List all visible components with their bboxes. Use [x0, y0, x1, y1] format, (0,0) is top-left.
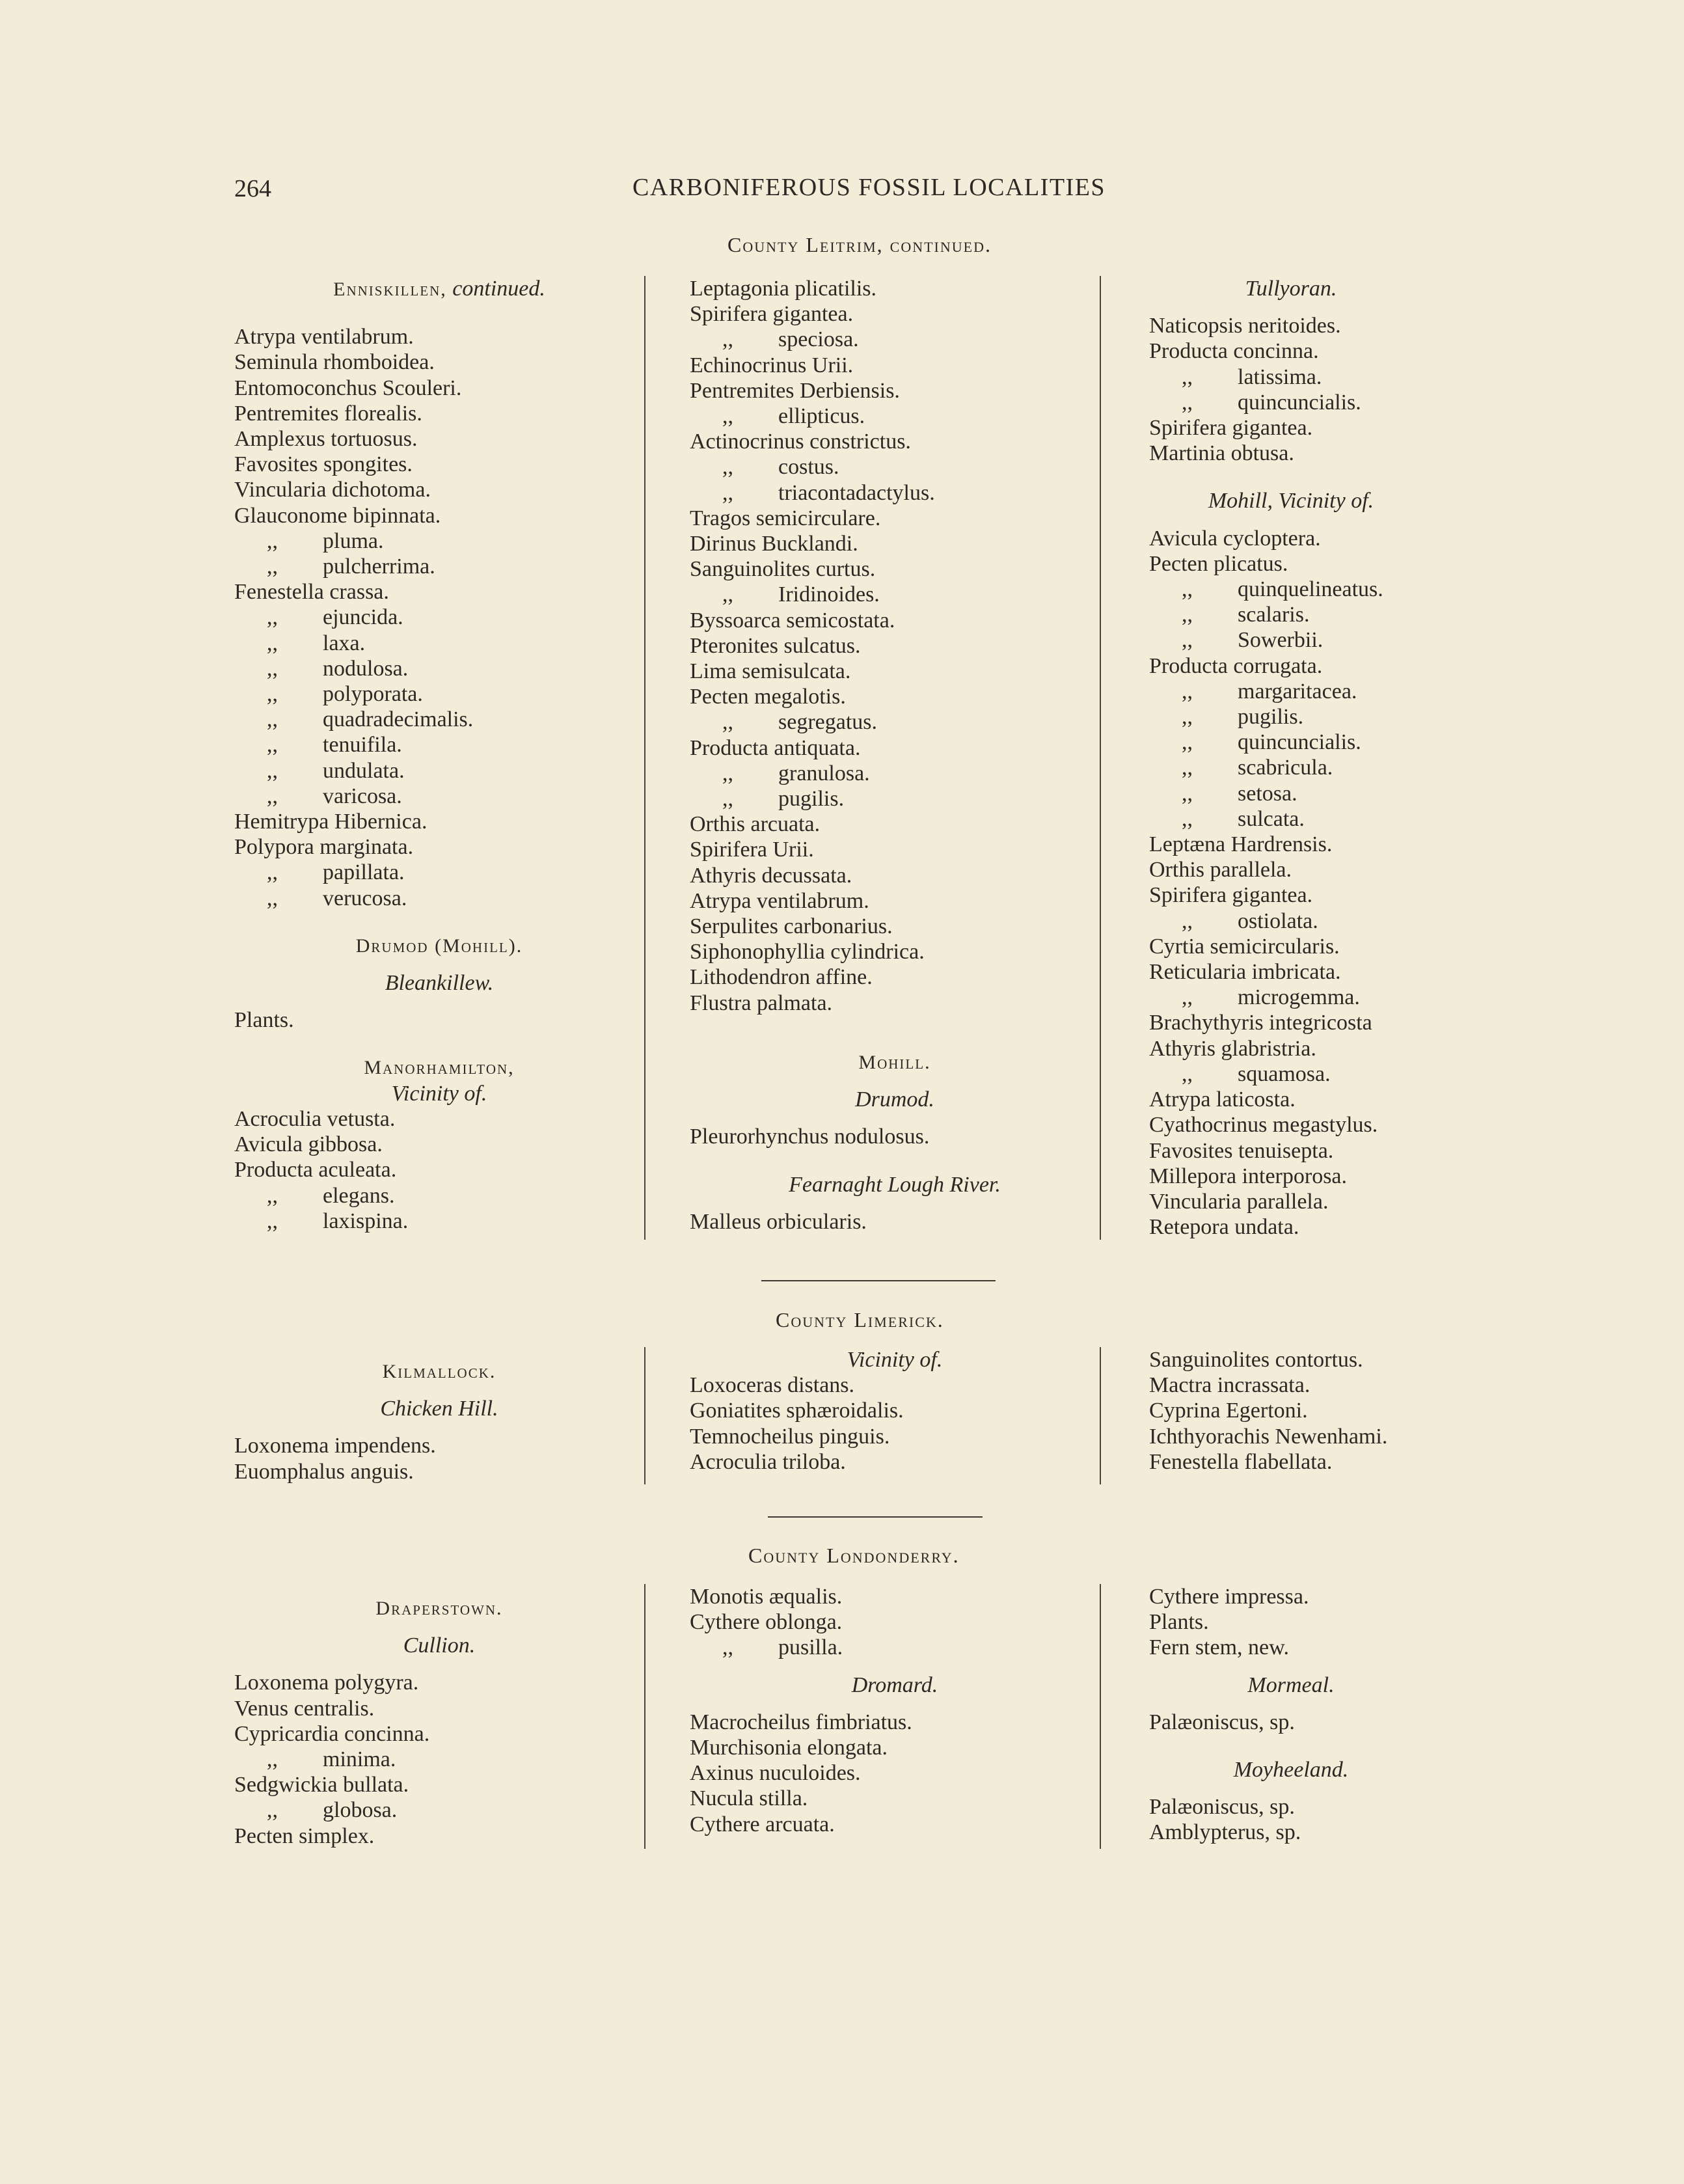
species-entry: Atrypa laticosta. — [1149, 1087, 1296, 1112]
ditto-mark: ,, — [1182, 705, 1193, 730]
ditto-mark: ,, — [722, 710, 733, 735]
species-entry: Entomoconchus Scouleri. — [234, 375, 462, 400]
locality-heading-text: Kilmallock. — [382, 1361, 496, 1382]
locality-heading — [234, 276, 644, 302]
species-name: minima. — [323, 1747, 396, 1772]
ditto-mark: ,, — [267, 733, 278, 758]
species-name: polyporata. — [323, 682, 423, 707]
species-entry: Avicula gibbosa. — [234, 1132, 383, 1157]
species-entry: Monotis æqualis. — [690, 1585, 843, 1609]
species-entry — [690, 582, 1100, 607]
species-entry: Martinia obtusa. — [1149, 441, 1294, 466]
species-entry: Cythere oblonga. — [690, 1610, 843, 1635]
species-entry — [1149, 985, 1433, 1010]
ditto-mark: ,, — [267, 1208, 278, 1233]
species-entry: Pentremites florealis. — [234, 401, 422, 426]
species-entry — [234, 1183, 644, 1208]
species-entry: Axinus nuculoides. — [690, 1761, 861, 1786]
species-entry: Atrypa ventilabrum. — [690, 888, 869, 913]
ditto-mark: ,, — [1182, 628, 1193, 653]
species-entry — [1149, 806, 1433, 832]
species-name: quincuncialis. — [1238, 730, 1361, 755]
species-entry — [1149, 390, 1433, 415]
species-entry: Spirifera gigantea. — [1149, 883, 1313, 908]
species-entry — [690, 1635, 1100, 1660]
species-entry: Ichthyorachis Newenhami. — [1149, 1424, 1388, 1449]
species-name: segregatus. — [778, 710, 878, 735]
running-title: CARBONIFEROUS FOSSIL LOCALITIES — [632, 174, 1106, 201]
sublocality-heading: Drumod. — [855, 1087, 934, 1112]
sublocality-heading: Moyheeland. — [1233, 1758, 1349, 1782]
species-entry — [690, 480, 1100, 506]
species-entry — [1149, 602, 1433, 627]
column-1 — [234, 276, 644, 1240]
species-entry: Producta aculeata. — [234, 1158, 397, 1182]
species-entry: Leptæna Hardrensis. — [1149, 832, 1333, 857]
species-entry — [1149, 908, 1433, 934]
sublocality-heading: Vicinity of. — [847, 1348, 943, 1372]
species-entry: Reticularia imbricata. — [1149, 960, 1341, 985]
ditto-mark: ,, — [267, 886, 278, 910]
ditto-mark: ,, — [267, 1747, 278, 1772]
species-entry: Cyprina Egertoni. — [1149, 1399, 1308, 1423]
column-3 — [1100, 1347, 1433, 1484]
species-entry — [234, 732, 644, 758]
species-name: elegans. — [323, 1183, 395, 1208]
species-entry — [690, 454, 1100, 480]
species-entry: Pecten megalotis. — [690, 685, 846, 709]
county-heading-londonderry: County Londonderry. — [748, 1544, 960, 1567]
ditto-mark: ,, — [267, 860, 278, 885]
ditto-mark: ,, — [267, 758, 278, 783]
spacer — [234, 1347, 644, 1359]
species-entry: Temnocheilus pinguis. — [690, 1424, 890, 1449]
species-entry: Hemitrypa Hibernica. — [234, 810, 428, 834]
species-entry: Byssoarca semicostata. — [690, 608, 895, 633]
ditto-mark: ,, — [1182, 985, 1193, 1010]
species-entry: Millepora interporosa. — [1149, 1164, 1348, 1188]
species-entry: Acroculia vetusta. — [234, 1106, 396, 1131]
species-entry: Venus centralis. — [234, 1696, 375, 1721]
species-name: costus. — [778, 455, 839, 480]
spacer — [690, 1016, 1100, 1050]
section-limerick — [234, 1347, 1433, 1484]
ditto-mark: ,, — [722, 787, 733, 812]
species-entry: Brachythyris integricosta — [1149, 1011, 1372, 1035]
ditto-mark: ,, — [1182, 730, 1193, 755]
locality-heading-text: Enniskillen, — [333, 279, 447, 300]
species-entry: Flustra palmata. — [690, 990, 833, 1015]
species-entry: Palæoniscus, sp. — [1149, 1795, 1295, 1820]
locality-heading-text: Mohill. — [858, 1051, 931, 1073]
species-entry: Echinocrinus Urii. — [690, 353, 854, 377]
species-entry — [234, 554, 644, 579]
species-entry: Cythere arcuata. — [690, 1812, 835, 1836]
species-entry: Actinocrinus constrictus. — [690, 430, 911, 454]
spacer — [1149, 1735, 1433, 1757]
locality-heading-text: Drumod (Mohill). — [355, 935, 523, 957]
species-name: nodulosa. — [323, 656, 409, 681]
ditto-mark: ,, — [267, 784, 278, 808]
ditto-mark: ,, — [267, 1798, 278, 1823]
species-entry: Sanguinolites contortus. — [1149, 1348, 1363, 1372]
species-entry — [1149, 577, 1433, 602]
spacer — [234, 1621, 644, 1633]
county-heading-limerick: County Limerick. — [776, 1308, 944, 1331]
species-name: Sowerbii. — [1238, 628, 1324, 653]
species-name: laxa. — [323, 631, 366, 655]
column-3 — [1100, 1584, 1433, 1849]
species-entry: Sedgwickia bullata. — [234, 1773, 409, 1797]
species-entry: Pecten simplex. — [234, 1823, 375, 1848]
ditto-mark: ,, — [722, 455, 733, 480]
species-entry: Pteronites sulcatus. — [690, 633, 861, 658]
species-name: verucosa. — [323, 886, 407, 910]
species-entry: Naticopsis neritoides. — [1149, 314, 1341, 338]
species-entry — [690, 327, 1100, 352]
species-name: quincuncialis. — [1238, 390, 1361, 415]
species-entry: Serpulites carbonarius. — [690, 914, 893, 939]
spacer — [690, 1075, 1100, 1087]
species-name: scabricula. — [1238, 756, 1333, 780]
species-entry — [690, 403, 1100, 429]
species-entry: Spirifera gigantea. — [1149, 416, 1313, 441]
species-entry: Orthis arcuata. — [690, 812, 821, 837]
species-name: globosa. — [323, 1798, 398, 1823]
column-1 — [234, 1584, 644, 1849]
species-entry: Plants. — [1149, 1610, 1209, 1635]
species-entry: Leptagonia plicatilis. — [690, 277, 877, 301]
species-name: tenuifila. — [323, 733, 402, 758]
ditto-mark: ,, — [722, 582, 733, 607]
column-1 — [234, 1347, 644, 1484]
sublocality-heading: Bleankillew. — [385, 971, 494, 996]
species-entry — [1149, 730, 1433, 755]
ditto-mark: ,, — [1182, 679, 1193, 703]
species-entry — [1149, 364, 1433, 390]
section-londonderry — [234, 1584, 1433, 1849]
sublocality-heading: Mormeal. — [1247, 1672, 1335, 1697]
species-entry: Plants. — [234, 1008, 294, 1033]
species-entry: Producta concinna. — [1149, 339, 1319, 364]
page-number: 264 — [234, 175, 271, 202]
species-entry — [234, 631, 644, 656]
species-entry — [234, 784, 644, 809]
species-entry — [1149, 755, 1433, 780]
species-entry: Producta corrugata. — [1149, 653, 1323, 678]
spacer — [1149, 514, 1433, 526]
sublocality-heading: Chicken Hill. — [380, 1397, 498, 1421]
sublocality-heading: Dromard. — [851, 1672, 938, 1697]
species-entry: Polypora marginata. — [234, 835, 414, 860]
species-name: quadradecimalis. — [323, 707, 474, 732]
species-entry — [690, 786, 1100, 812]
locality-heading — [690, 1050, 1100, 1075]
ditto-mark: ,, — [722, 404, 733, 429]
species-entry: Loxonema impendens. — [234, 1434, 436, 1458]
species-entry: Goniatites sphæroidalis. — [690, 1399, 904, 1423]
species-name: margaritacea. — [1238, 679, 1357, 703]
ditto-mark: ,, — [267, 1183, 278, 1208]
ditto-mark: ,, — [1182, 1061, 1193, 1086]
locality-heading-suffix: continued. — [446, 277, 545, 301]
species-entry: Macrocheilus fimbriatus. — [690, 1710, 912, 1734]
species-entry — [234, 1747, 644, 1772]
ditto-mark: ,, — [1182, 364, 1193, 389]
spacer — [1149, 1698, 1433, 1710]
ditto-mark: ,, — [1182, 577, 1193, 602]
species-entry: Pentremites Derbiensis. — [690, 378, 900, 403]
species-entry — [234, 1208, 644, 1234]
species-name: ejuncida. — [323, 605, 403, 630]
species-entry: Dirinus Bucklandi. — [690, 532, 858, 556]
species-name: triacontadactylus. — [778, 480, 935, 505]
spacer — [690, 1197, 1100, 1209]
species-entry: Lithodendron affine. — [690, 965, 873, 990]
locality-heading — [234, 1596, 644, 1621]
species-name: speciosa. — [778, 327, 859, 352]
species-entry: Athyris decussata. — [690, 863, 852, 888]
section-rule — [761, 1280, 996, 1281]
ditto-mark: ,, — [1182, 806, 1193, 831]
species-entry: Loxoceras distans. — [690, 1373, 855, 1398]
spacer — [234, 1384, 644, 1396]
species-entry: Lima semisulcata. — [690, 659, 851, 684]
species-entry — [234, 886, 644, 911]
species-entry: Murchisonia elongata. — [690, 1736, 888, 1760]
spacer — [234, 1421, 644, 1433]
species-name: squamosa. — [1238, 1061, 1331, 1086]
spacer — [234, 996, 644, 1007]
species-entry: Favosites tenuisepta. — [1149, 1138, 1334, 1163]
species-entry — [234, 528, 644, 554]
species-entry: Favosites spongites. — [234, 452, 413, 477]
species-entry: Fern stem, new. — [1149, 1635, 1289, 1660]
species-entry: Vincularia parallela. — [1149, 1189, 1329, 1214]
species-entry — [1149, 704, 1433, 730]
spacer — [234, 959, 644, 970]
species-entry — [234, 1797, 644, 1823]
species-entry: Pleurorhynchus nodulosus. — [690, 1125, 930, 1149]
species-name: setosa. — [1238, 781, 1297, 806]
spacer — [1149, 466, 1433, 488]
species-name: ostiolata. — [1238, 908, 1318, 933]
ditto-mark: ,, — [1182, 390, 1193, 415]
spacer — [1149, 1661, 1433, 1672]
species-entry: Amplexus tortuosus. — [234, 427, 418, 452]
species-entry: Euomphalus anguis. — [234, 1459, 414, 1484]
ditto-mark: ,, — [267, 707, 278, 732]
species-name: microgemma. — [1238, 985, 1360, 1010]
species-entry — [234, 656, 644, 681]
spacer — [1149, 301, 1433, 313]
species-entry: Cypricardia concinna. — [234, 1721, 430, 1746]
spacer — [690, 1112, 1100, 1124]
species-entry: Mactra incrassata. — [1149, 1373, 1311, 1398]
sublocality-heading: Mohill, Vicinity of. — [1208, 489, 1374, 513]
species-entry — [1149, 679, 1433, 704]
section-leitrim — [234, 276, 1433, 1240]
species-name: undulata. — [323, 758, 405, 783]
ditto-mark: ,, — [267, 682, 278, 707]
species-entry: Spirifera Urii. — [690, 838, 814, 862]
species-entry: Fenestella flabellata. — [1149, 1449, 1333, 1474]
species-entry — [234, 681, 644, 707]
ditto-mark: ,, — [722, 480, 733, 505]
ditto-mark: ,, — [1182, 756, 1193, 780]
ditto-mark: ,, — [1182, 603, 1193, 627]
species-entry — [234, 707, 644, 732]
species-entry: Atrypa ventilabrum. — [234, 325, 414, 349]
species-entry: Pecten plicatus. — [1149, 551, 1288, 576]
species-entry — [690, 761, 1100, 786]
species-entry: Retepora undata. — [1149, 1215, 1299, 1240]
sublocality-heading: Fearnaght Lough River. — [789, 1172, 1001, 1197]
sublocality-heading: Vicinity of. — [391, 1081, 487, 1106]
spacer — [234, 302, 644, 324]
species-entry: Vincularia dichotoma. — [234, 478, 431, 502]
ditto-mark: ,, — [1182, 781, 1193, 806]
column-2 — [644, 1347, 1100, 1484]
species-name: quinquelineatus. — [1238, 577, 1383, 602]
spacer — [234, 911, 644, 933]
species-entry: Athyris glabristria. — [1149, 1036, 1316, 1061]
spacer — [690, 1661, 1100, 1672]
species-name: granulosa. — [778, 761, 870, 785]
species-entry — [690, 709, 1100, 735]
species-entry — [1149, 781, 1433, 806]
species-entry: Glauconome bipinnata. — [234, 503, 441, 528]
ditto-mark: ,, — [722, 1635, 733, 1660]
species-name: Iridinoides. — [778, 582, 880, 607]
section-rule — [768, 1516, 983, 1518]
ditto-mark: ,, — [1182, 908, 1193, 933]
species-entry — [1149, 1061, 1433, 1087]
locality-heading — [234, 933, 644, 959]
species-entry: Cythere impressa. — [1149, 1585, 1309, 1609]
species-entry: Siphonophyllia cylindrica. — [690, 940, 925, 964]
spacer — [690, 1698, 1100, 1710]
species-entry: Spirifera gigantea. — [690, 302, 854, 327]
locality-heading-text: Draperstown. — [375, 1598, 503, 1619]
species-entry: Acroculia triloba. — [690, 1449, 846, 1474]
sublocality-heading: Tullyoran. — [1245, 277, 1337, 301]
ditto-mark: ,, — [267, 656, 278, 681]
species-name: sulcata. — [1238, 806, 1305, 831]
species-entry — [234, 758, 644, 784]
species-entry: Malleus orbicularis. — [690, 1209, 867, 1234]
spacer — [234, 1658, 644, 1670]
ditto-mark: ,, — [267, 605, 278, 630]
species-entry: Fenestella crassa. — [234, 580, 389, 605]
species-name: laxispina. — [323, 1208, 409, 1233]
sublocality-heading: Cullion. — [403, 1633, 476, 1658]
species-entry: Avicula cycloptera. — [1149, 526, 1321, 551]
locality-heading-text: Manorhamilton, — [364, 1057, 515, 1079]
species-entry: Cyathocrinus megastylus. — [1149, 1113, 1378, 1138]
species-entry: Seminula rhomboidea. — [234, 350, 435, 375]
ditto-mark: ,, — [722, 327, 733, 352]
county-heading-leitrim: County Leitrim, continued. — [727, 233, 992, 256]
column-3 — [1100, 276, 1433, 1240]
species-name: scalaris. — [1238, 603, 1310, 627]
species-name: varicosa. — [323, 784, 402, 808]
ditto-mark: ,, — [267, 528, 278, 553]
locality-heading — [234, 1359, 644, 1384]
species-name: latissima. — [1238, 364, 1322, 389]
spacer — [1149, 1782, 1433, 1794]
spacer — [234, 1584, 644, 1596]
species-entry: Nucula stilla. — [690, 1786, 808, 1811]
species-entry: Orthis parallela. — [1149, 858, 1292, 882]
species-name: pulcherrima. — [323, 554, 435, 579]
species-entry — [234, 605, 644, 630]
species-name: pluma. — [323, 528, 384, 553]
species-entry: Sanguinolites curtus. — [690, 557, 876, 582]
species-entry — [234, 860, 644, 885]
species-name: ellipticus. — [778, 404, 865, 429]
spacer — [690, 1150, 1100, 1172]
column-2 — [644, 1584, 1100, 1849]
ditto-mark: ,, — [722, 761, 733, 785]
species-entry: Palæoniscus, sp. — [1149, 1710, 1295, 1734]
species-entry: Cyrtia semicircularis. — [1149, 934, 1340, 959]
species-name: papillata. — [323, 860, 405, 885]
species-entry: Producta antiquata. — [690, 735, 861, 760]
species-entry: Tragos semicirculare. — [690, 506, 881, 530]
ditto-mark: ,, — [267, 554, 278, 579]
species-entry: Loxonema polygyra. — [234, 1671, 419, 1695]
locality-heading — [234, 1055, 644, 1080]
column-2 — [644, 276, 1100, 1240]
spacer — [234, 1033, 644, 1055]
species-entry: Amblypterus, sp. — [1149, 1820, 1301, 1845]
species-entry — [1149, 627, 1433, 653]
species-name: pusilla. — [778, 1635, 843, 1660]
species-name: pugilis. — [778, 787, 845, 812]
species-name: pugilis. — [1238, 705, 1304, 730]
ditto-mark: ,, — [267, 631, 278, 655]
